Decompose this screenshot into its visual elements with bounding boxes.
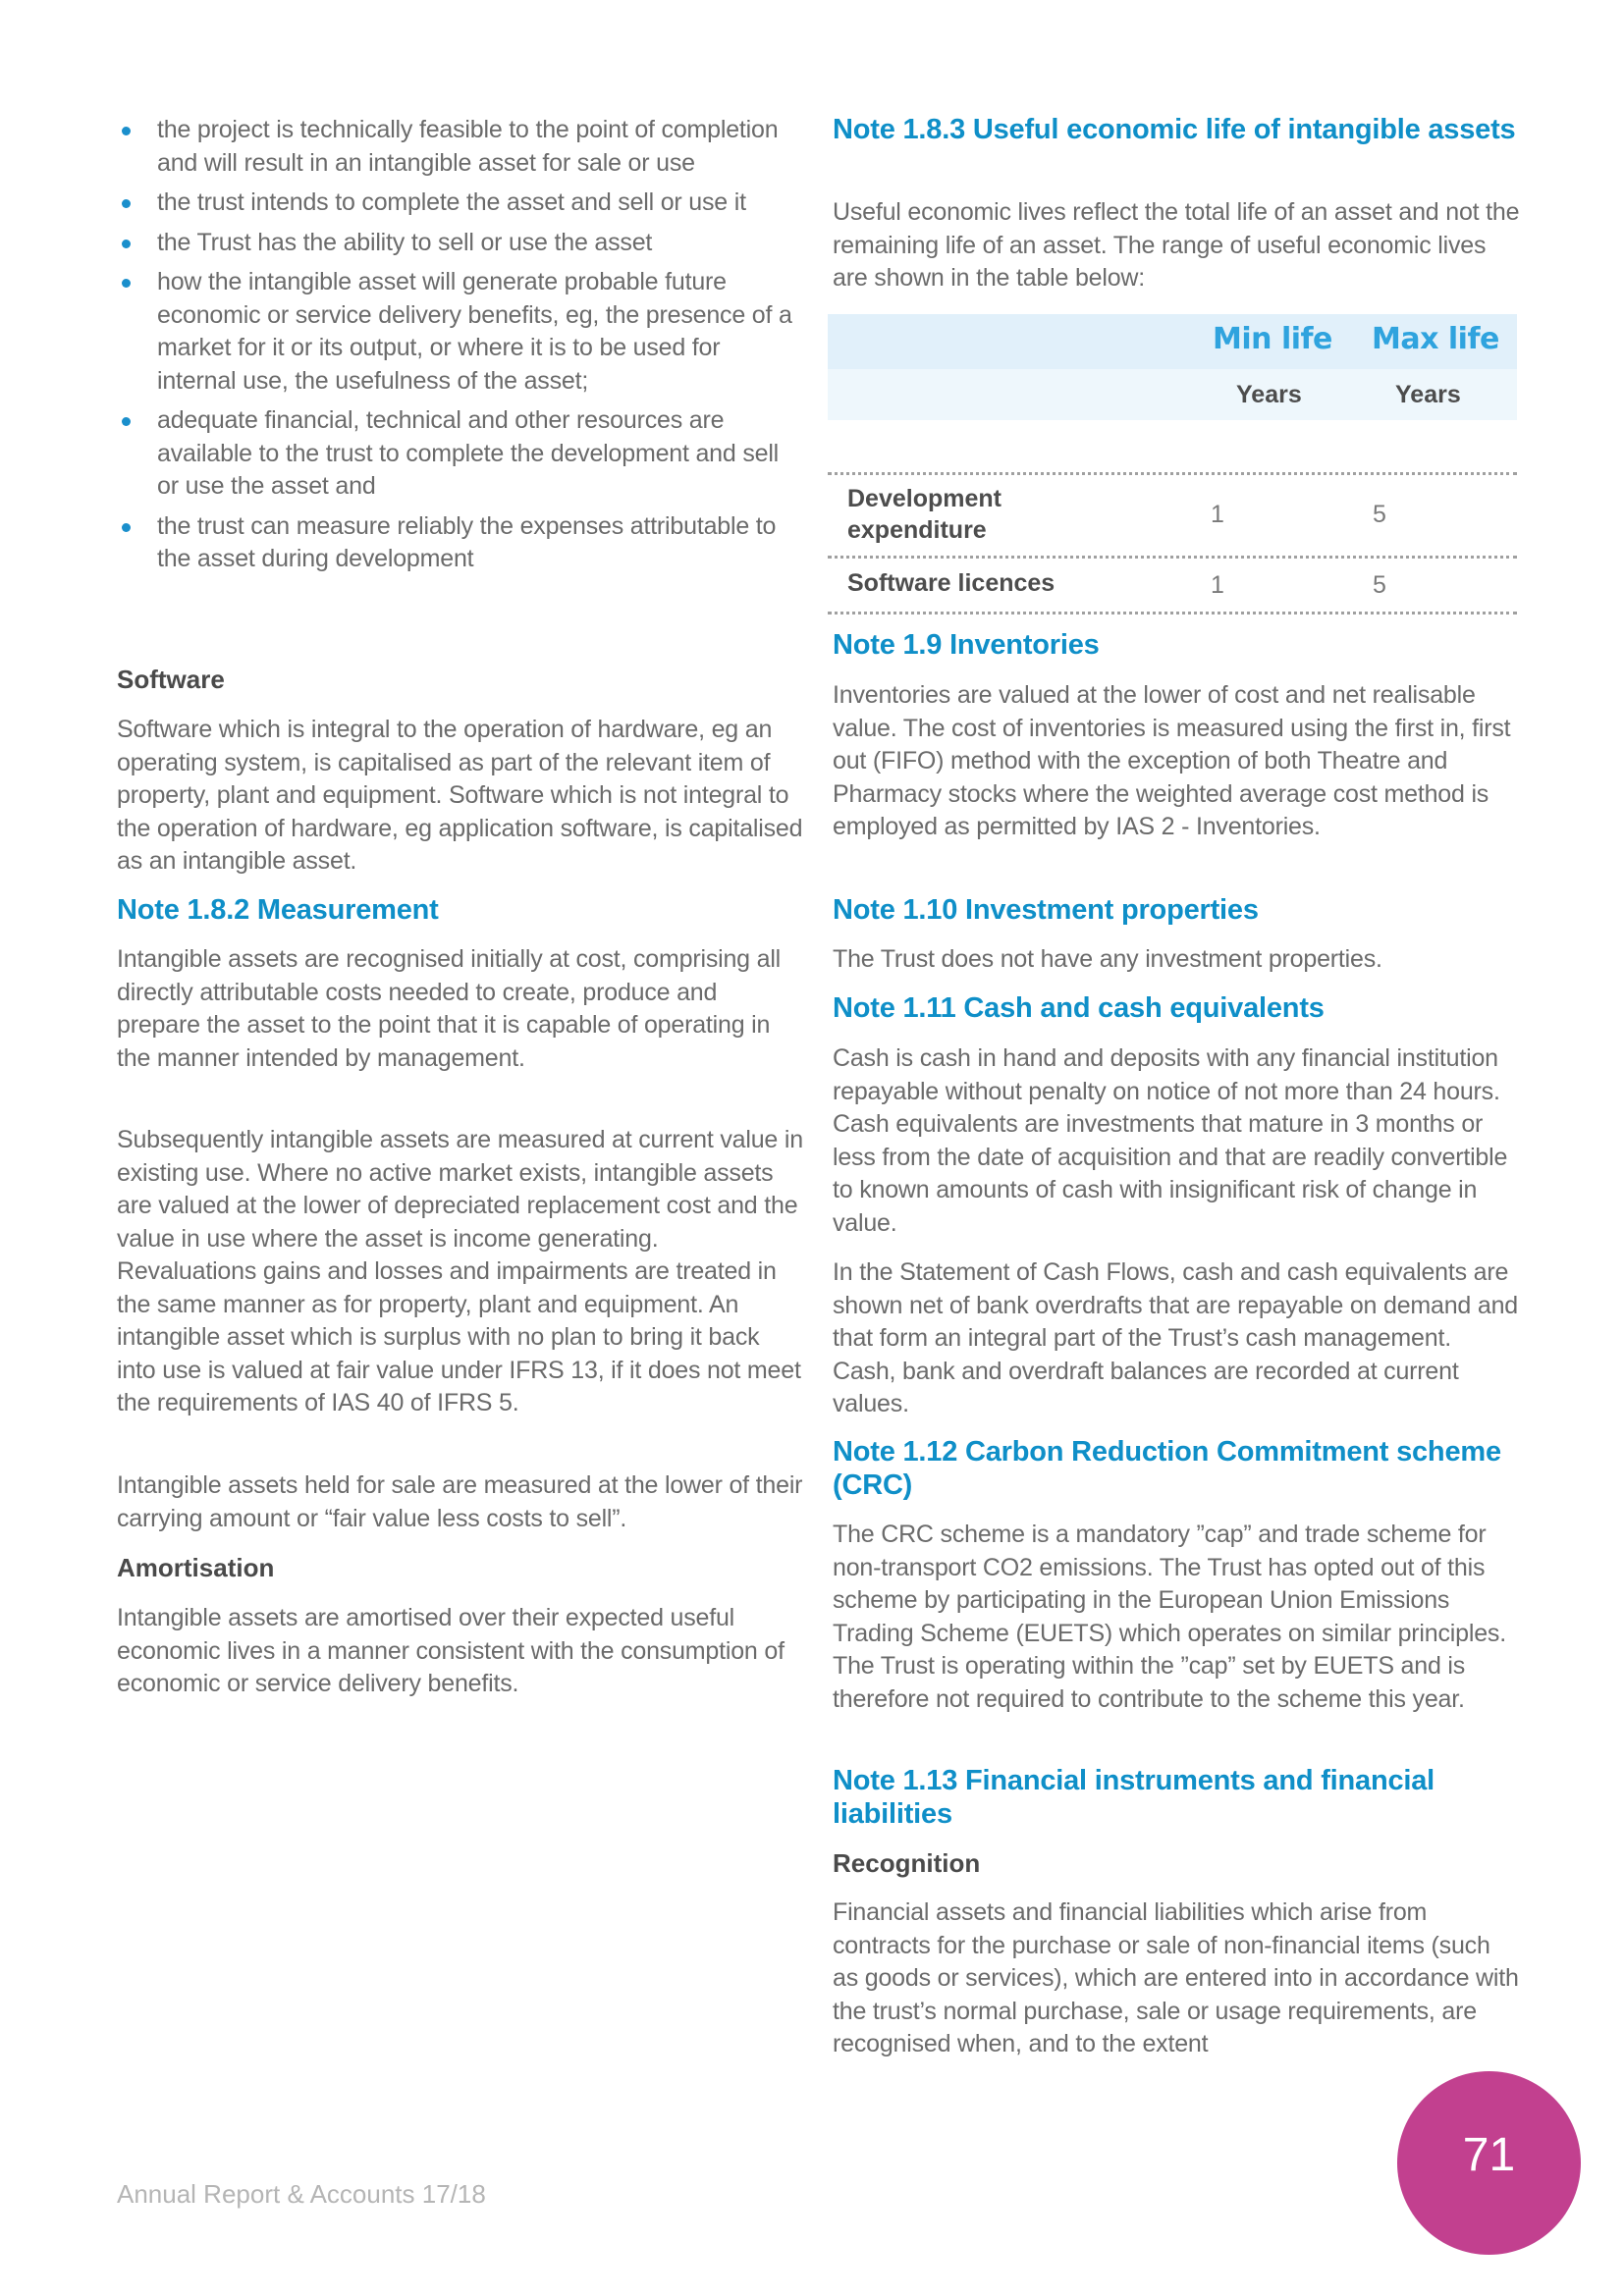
bullet-icon <box>122 279 131 288</box>
measurement-paragraph-1: Intangible assets are recognised initially at cost, comprising all directly attributable costs needed to create, produce and prepare the asset to the point that it is capable of operating in the manner intended by management. <box>117 945 782 1072</box>
bullet-icon <box>122 127 131 135</box>
row-max-value: 5 <box>1373 501 1386 528</box>
note-1-8-3-heading: Note 1.8.3 Useful economic life of intangible assets <box>833 114 1516 145</box>
row-divider <box>828 556 1517 559</box>
column-header-max-life: Max life <box>1372 322 1499 356</box>
bullet-item <box>117 266 804 398</box>
amortisation-paragraph: Intangible assets are amortised over their expected useful economic lives in a manner consistent with the consumption of economic or service delivery benefits. <box>117 1604 785 1697</box>
bullet-text: the trust intends to complete the asset and sell or use it <box>157 188 746 216</box>
row-divider <box>828 472 1517 475</box>
row-label: Software licences <box>847 569 1056 597</box>
note-1-8-2-heading: Note 1.8.2 Measurement <box>117 894 439 926</box>
recognition-heading: Recognition <box>833 1848 981 1878</box>
page-number: 71 <box>1462 2129 1516 2181</box>
criteria-bullet-list <box>117 114 804 583</box>
bullet-text: adequate financial, technical and other resources are available to the trust to complete the development and sell or use the asset and <box>157 406 780 500</box>
measurement-paragraph-2: Subsequently intangible assets are measured at current value in existing use. Where no active market exists, intangible assets are valued at the lower of depreciated replacement cost and the value in use where the asset is income generating. Revaluations gains and losses and impairments are treated in the same manner as for property, plant and equipment. An intangible asset which is surplus with no plan to bring it back into use is valued at fair value under IFRS 13, if it does not meet the requirements of IAS 40 of IFRS 5. <box>117 1126 803 1416</box>
recognition-paragraph: Financial assets and financial liabilities which arise from contracts for the purchase or sale of non-financial items (such as goods or services), which are entered into in accordance with the trust’s normal purchase, sale or usage requirements, are recognised when, and to the extent <box>833 1898 1519 2057</box>
bullet-item <box>117 114 804 180</box>
note-1-11-paragraph-1: Cash is cash in hand and deposits with any financial institution repayable without penalty on notice of not more than 24 hours. Cash equivalents are investments that mature in 3 months or less from the date of acquisition and that are readily convertible to known amounts of cash with insignificant risk of change in value. <box>833 1044 1508 1237</box>
bullet-text: the project is technically feasible to the point of completion and will result in an intangible asset for sale or use <box>157 116 779 177</box>
bullet-icon <box>122 199 131 208</box>
bullet-text: how the intangible asset will generate probable future economic or service delivery benefits, eg, the presence of a market for it or its output, or where it is to be used for internal use, the usefulness of the asset; <box>157 268 792 395</box>
row-min-value: 1 <box>1211 571 1224 599</box>
page-number-badge <box>1397 2071 1581 2255</box>
bullet-item <box>117 404 804 504</box>
note-1-10-paragraph: The Trust does not have any investment properties. <box>833 945 1382 973</box>
row-label: Development expenditure <box>847 485 1001 544</box>
footer-publication-title: Annual Report & Accounts 17/18 <box>117 2179 486 2209</box>
unit-min-life: Years <box>1236 381 1302 408</box>
bullet-text: the trust can measure reliably the expenses attributable to the asset during development <box>157 511 777 572</box>
bullet-item <box>117 227 804 260</box>
note-1-11-paragraph-2: In the Statement of Cash Flows, cash and cash equivalents are shown net of bank overdrafts that are repayable on demand and that form an integral part of the Trust’s cash management. Cash, bank and overdraft balances are recorded at current values. <box>833 1258 1518 1417</box>
unit-max-life: Years <box>1395 381 1461 408</box>
measurement-paragraph-3: Intangible assets held for sale are measured at the lower of their carrying amount or “fair value less costs to sell”. <box>117 1471 803 1532</box>
row-min-value: 1 <box>1211 501 1224 528</box>
note-1-9-heading: Note 1.9 Inventories <box>833 629 1100 661</box>
useful-life-table <box>828 314 1517 618</box>
software-paragraph: Software which is integral to the operation of hardware, eg an operating system, is capitalised as part of the relevant item of property, plant and equipment. Software which is not integral to the operation of hardware, eg application software, is capitalised as an intangible asset. <box>117 716 803 875</box>
note-1-13-heading: Note 1.13 Financial instruments and financial liabilities <box>833 1765 1435 1830</box>
note-1-11-heading: Note 1.11 Cash and cash equivalents <box>833 992 1325 1024</box>
amortisation-heading: Amortisation <box>117 1553 275 1582</box>
bullet-icon <box>122 417 131 426</box>
bullet-icon <box>122 523 131 532</box>
software-heading: Software <box>117 665 225 694</box>
note-1-10-heading: Note 1.10 Investment properties <box>833 894 1259 926</box>
bullet-item <box>117 187 804 220</box>
row-divider <box>828 612 1517 614</box>
note-1-9-paragraph: Inventories are valued at the lower of cost and net realisable value. The cost of inventories is measured using the first in, first out (FIFO) method with the exception of both Theatre and Pharmacy stocks where the weighted average cost method is employed as permitted by IAS 2 - Inventories. <box>833 681 1511 840</box>
column-header-min-life: Min life <box>1213 322 1332 356</box>
bullet-icon <box>122 240 131 248</box>
bullet-text: the Trust has the ability to sell or use the asset <box>157 228 653 256</box>
bullet-item <box>117 510 804 576</box>
note-1-12-heading: Note 1.12 Carbon Reduction Commitment scheme (CRC) <box>833 1436 1501 1501</box>
note-1-12-paragraph: The CRC scheme is a mandatory ”cap” and trade scheme for non-transport CO2 emissions. The Trust has opted out of this scheme by participating in the European Union Emissions Trading Scheme (EUETS) which operates on similar principles. The Trust is operating within the ”cap” set by EUETS and is therefore not required to contribute to the scheme this year. <box>833 1521 1506 1713</box>
row-max-value: 5 <box>1373 571 1386 599</box>
note-1-8-3-paragraph: Useful economic lives reflect the total life of an asset and not the remaining life of an asset. The range of useful economic lives are shown in the table below: <box>833 198 1520 292</box>
